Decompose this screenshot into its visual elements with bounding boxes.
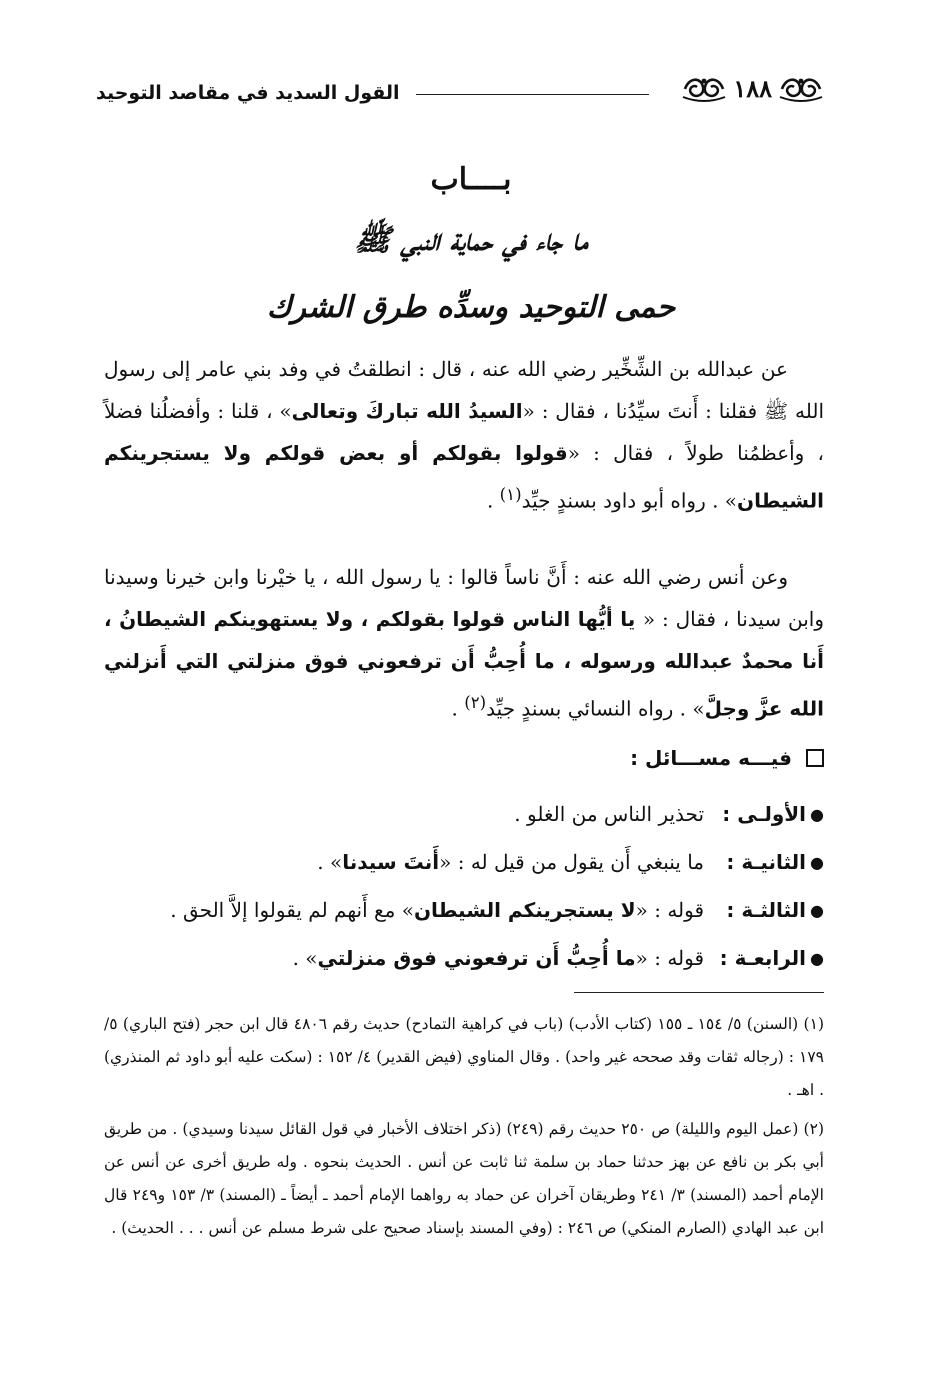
list-item (104, 934, 824, 982)
list-item (104, 838, 824, 886)
issue-label: الثالثـة : (726, 898, 807, 922)
quoted-saying: السيدُ الله تباركَ وتعالى (291, 399, 523, 423)
issues-list (104, 790, 824, 982)
issue-text-plain: ما ينبغي أَن يقول من قيل له : « (439, 850, 705, 874)
quoted-saying: قولوا بقولكم أو بعض قولكم ولا يستجرينكم الشيطان (104, 441, 824, 513)
list-item (104, 790, 824, 838)
issue-text (170, 898, 704, 922)
issue-text (317, 850, 704, 874)
issue-text-plain: قوله : « (635, 946, 705, 970)
bullet-icon: ● (810, 852, 824, 872)
quoted-saying: يا أيُّها الناس قولوا بقولكم ، ولا يستهوينكم الشيطانُ ، أَنا محمدٌ عبدالله ورسوله ، ما أُحِبُّ أَن ترفعوني فوق منزلتي التي أَنزلني الله عزَّ وجلَّ (104, 607, 824, 721)
page-number-group (681, 74, 824, 103)
paragraph-text: وعن أنس رضي الله عنه : أَنَّ ناساً قالوا : يا رسول الله ، يا خيْرنا وابن خيرنا وسيدنا وابن سيدنا ، فقال : « (104, 565, 824, 631)
footnotes (104, 1008, 824, 1245)
issue-label: الثانيـة : (726, 850, 807, 874)
footnote-1: (١) (السنن) ٥/ ١٥٤ ـ ١٥٥ (كتاب الأدب) (باب في كراهية التمادح) حديث رقم ٤٨٠٦ قال ابن حجر (فتح الباري) ٥/ ١٧٩ : (رجاله ثقات وقد صححه غير واحد) . وقال المناوي (فيض القدير) ٤/ ١٥٢ : (سكت عليه أبو داود ثم المنذري) . اهـ . (104, 1015, 824, 1099)
chapter-label: بــــاب (430, 162, 512, 197)
issue-text-plain: قوله : « (635, 898, 705, 922)
hadith-paragraph-2 (104, 556, 824, 730)
bullet-icon: ● (810, 900, 824, 920)
issues-heading-text: فيـــه مســـائل : (630, 746, 792, 770)
issue-text-tail: » . (292, 946, 318, 970)
ornament-icon (778, 75, 824, 103)
issue-text-plain: تحذير الناس من الغلو . (514, 802, 705, 826)
issue-text (293, 946, 704, 970)
chapter-title: ما جاء في حماية النبي ﷺ (354, 223, 588, 258)
bullet-icon: ● (810, 948, 824, 968)
issue-quote: أَنتَ سيدنا (342, 850, 440, 874)
issues-heading (630, 746, 824, 770)
ornament-icon (681, 75, 727, 103)
paragraph-text: . (451, 696, 465, 721)
footnote-2: (٢) (عمل اليوم والليلة) ص ٢٥٠ حديث رقم (٢٤٩) (ذكر اختلاف الأخبار في قول القائل سيدنا وسيدي) . من طريق أبي بكر بن نافع عن بهز حدثنا حماد بن سلمة ثنا ثابت عن أنس . الحديث بنحوه . وله طريق أخرى عن أنس عن الإمام أحمد (المسند) ٣/ ٢٤١ وطريقان آخران عن حماد به رواهما الإمام أحمد ـ أيضاً ـ (المسند) ٣/ ١٥٣ و٢٤٩ قال ابن عبد الهادي (الصارم المنكي) ص ٢٤٦ : (وفي المسند بإسناد صحيح على شرط مسلم عن أنس . . . الحديث) . (104, 1120, 825, 1237)
chapter-subtitle: حمى التوحيد وسدِّه طرق الشرك (266, 290, 676, 325)
issue-text-tail: » مع أَنهم لم يقولوا إلاَّ الحق . (170, 898, 414, 922)
issue-text (514, 802, 704, 826)
issue-text-tail: » . (317, 850, 343, 874)
square-icon (806, 749, 824, 767)
paragraph-text: » . رواه النسائي بسندٍ جيِّد (486, 696, 705, 721)
issue-quote: لا يستجرينكم الشيطان (413, 898, 636, 922)
paragraph-text: » ، قلنا : وأفضلُنا فضلاً ، وأعظمُنا طولاً ، فقال : « (104, 399, 824, 465)
paragraph-text: عن عبدالله بن الشِّخِّير رضي الله عنه ، قال : انطلقتُ في وفد بني عامر إلى رسول الله ﷺ فقلنا : أَنتَ سيِّدُنا ، فقال : « (104, 357, 825, 423)
list-item (104, 886, 824, 934)
page-number: ١٨٨ (733, 74, 772, 103)
issue-label: الرابعـة : (719, 946, 807, 970)
header-rule (416, 94, 649, 95)
footnote-ref: (٢) (464, 693, 487, 712)
page-header (96, 64, 824, 124)
issue-quote: ما أُحِبُّ أَن ترفعوني فوق منزلتي (317, 946, 636, 970)
paragraph-text: . (486, 488, 500, 513)
issue-label: الأولـى : (722, 802, 807, 826)
footnote-ref: (١) (499, 485, 522, 504)
footnote-separator (574, 992, 824, 993)
paragraph-text: » . رواه أبو داود بسندٍ جيِّد (521, 488, 738, 513)
book-title: القول السديد في مقاصد التوحيد (96, 82, 400, 104)
hadith-paragraph-1 (104, 348, 824, 522)
bullet-icon: ● (810, 804, 824, 824)
